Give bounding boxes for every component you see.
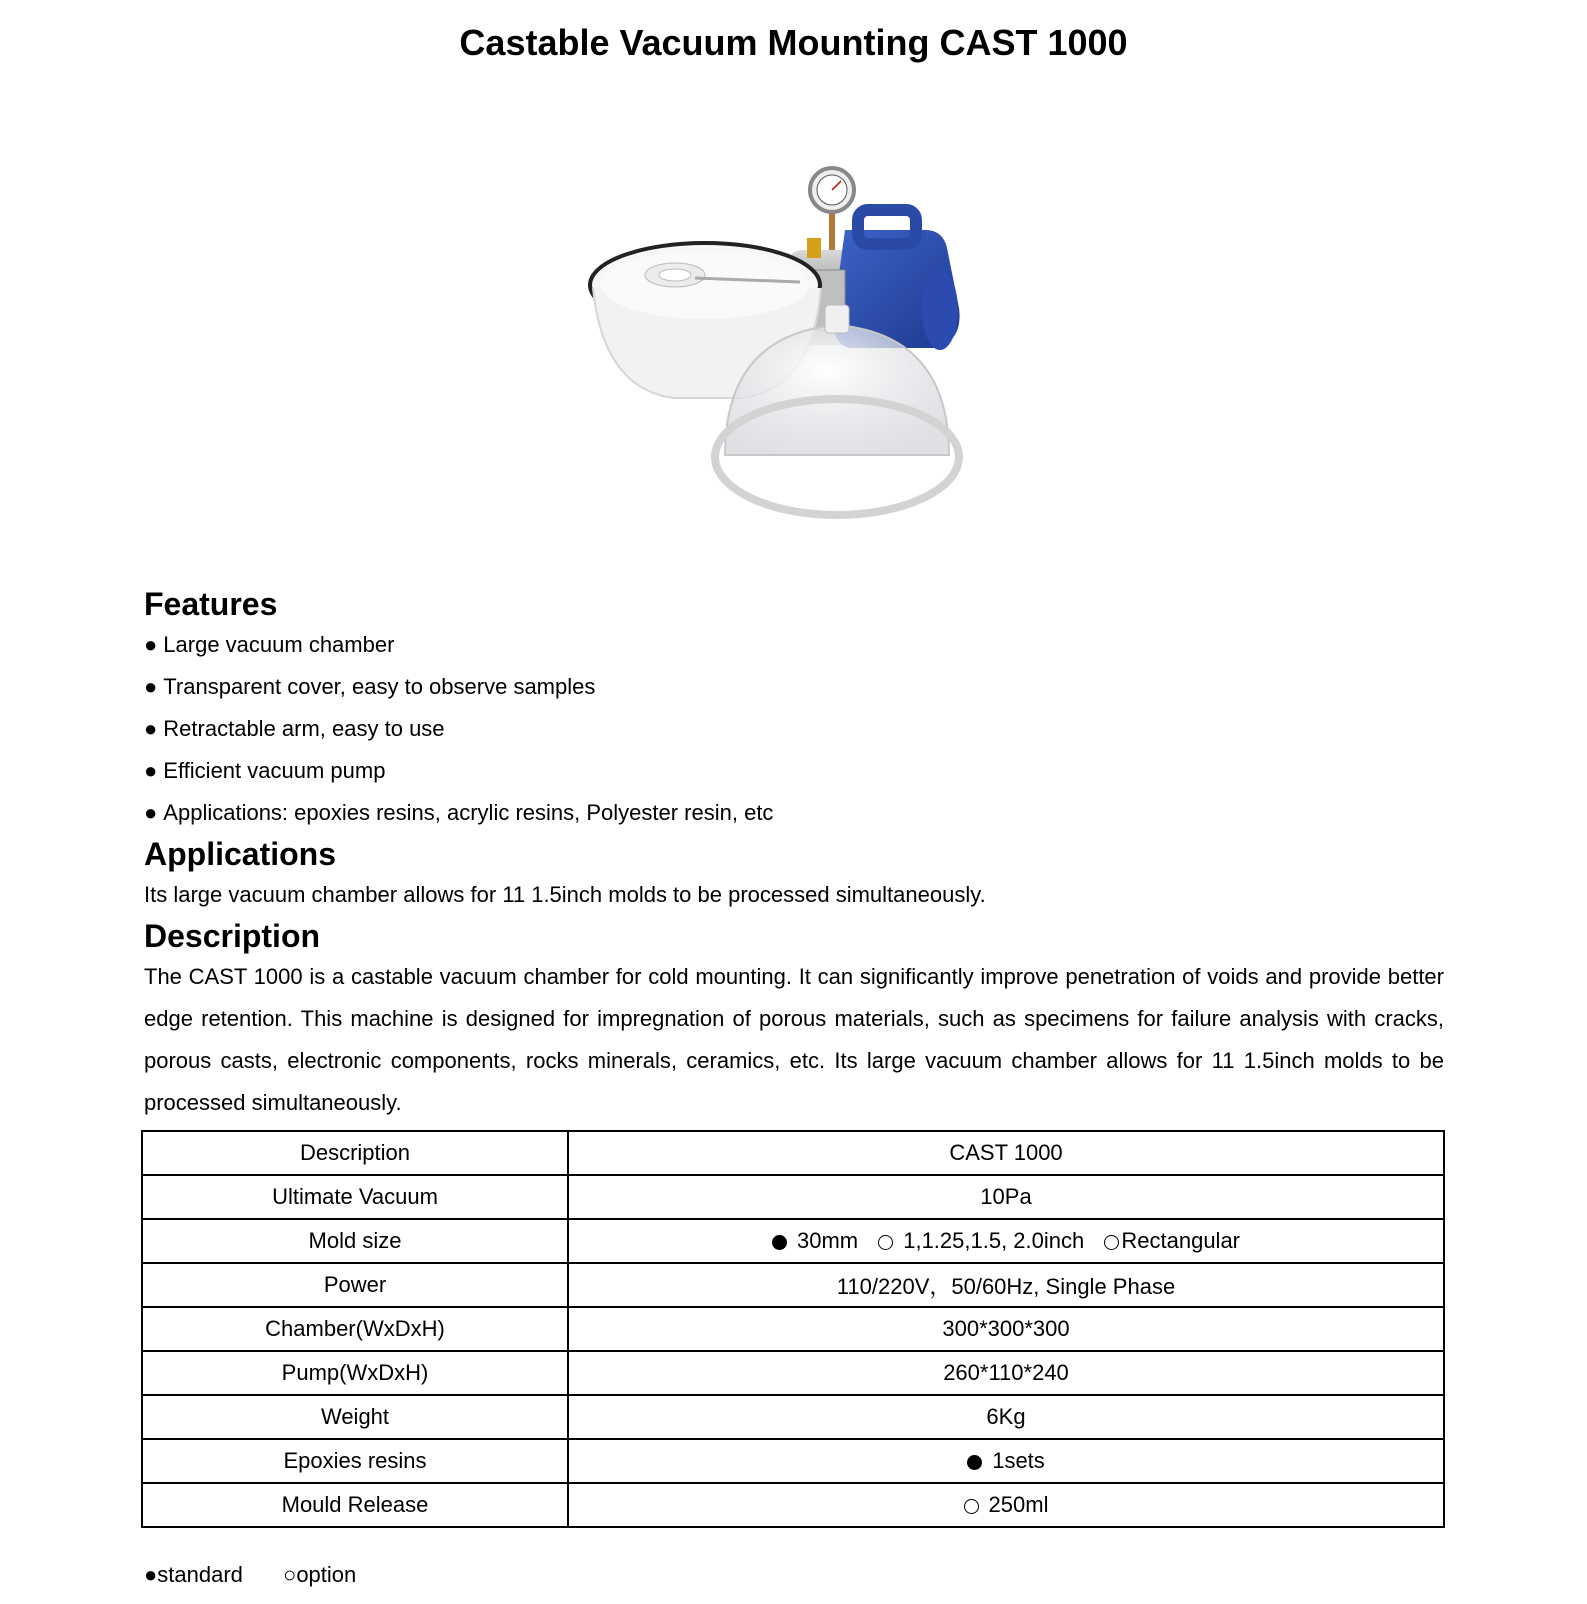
spec-value: 300*300*300 <box>568 1307 1444 1351</box>
bullet-icon: ● <box>144 716 158 741</box>
mold-option: Rectangular <box>1121 1228 1241 1253</box>
spec-value: 6Kg <box>568 1395 1444 1439</box>
spec-label: Mold size <box>142 1219 568 1263</box>
list-item <box>144 750 1444 792</box>
description-text: The CAST 1000 is a castable vacuum chamber for cold mounting. It can significantly improve penetration of voids and provide better edge retention. This machine is designed for impregnation of porous materials, such as specimens for failure analysis with cracks, porous casts, electronic components, rocks minerals, ceramics, etc. Its large vacuum chamber allows for 11 1.5inch molds to be processed simultaneously. <box>144 964 1444 1115</box>
legend <box>144 1562 390 1588</box>
standard-dot-icon <box>967 1455 982 1470</box>
list-item <box>144 792 1444 834</box>
spec-value: 110/220V，50/60Hz, Single Phase <box>568 1263 1444 1307</box>
spec-label: Power <box>142 1263 568 1307</box>
mold-option: 30mm <box>796 1228 859 1253</box>
table-row <box>142 1395 1444 1439</box>
list-item <box>144 624 1444 666</box>
spec-label: Chamber(WxDxH) <box>142 1307 568 1351</box>
option-circle-icon <box>964 1499 979 1514</box>
feature-text: Transparent cover, easy to observe samples <box>163 674 596 699</box>
spec-value: 260*110*240 <box>568 1351 1444 1395</box>
table-row <box>142 1219 1444 1263</box>
spec-value-text: 250ml <box>988 1492 1049 1517</box>
spec-label: Epoxies resins <box>142 1439 568 1483</box>
spec-label: Description <box>142 1131 568 1175</box>
features-list <box>144 624 1444 834</box>
spec-table <box>141 1130 1445 1528</box>
legend-standard: ●standard <box>144 1562 243 1587</box>
bullet-icon: ● <box>144 674 158 699</box>
legend-option: ○option <box>283 1562 357 1587</box>
applications-text: Its large vacuum chamber allows for 11 1.5inch molds to be processed simultaneously. <box>144 882 986 907</box>
feature-text: Efficient vacuum pump <box>163 758 386 783</box>
table-row <box>142 1263 1444 1307</box>
list-item <box>144 708 1444 750</box>
page-title: Castable Vacuum Mounting CAST 1000 <box>459 22 1128 63</box>
spec-value <box>568 1439 1444 1483</box>
spec-label: Ultimate Vacuum <box>142 1175 568 1219</box>
feature-text: Retractable arm, easy to use <box>163 716 445 741</box>
bullet-icon: ● <box>144 758 158 783</box>
content <box>144 584 1444 1124</box>
spec-label: Pump(WxDxH) <box>142 1351 568 1395</box>
table-row <box>142 1439 1444 1483</box>
mold-option: 1,1.25,1.5, 2.0inch <box>903 1228 1085 1253</box>
feature-text: Large vacuum chamber <box>163 632 395 657</box>
list-item <box>144 666 1444 708</box>
table-row <box>142 1351 1444 1395</box>
table-row <box>142 1307 1444 1351</box>
applications-heading: Applications <box>144 836 337 872</box>
spec-label: Weight <box>142 1395 568 1439</box>
option-circle-icon <box>1104 1235 1119 1250</box>
option-circle-icon <box>878 1235 893 1250</box>
bullet-icon: ● <box>144 800 158 825</box>
spec-value: CAST 1000 <box>568 1131 1444 1175</box>
standard-dot-icon <box>772 1235 787 1250</box>
spec-label: Mould Release <box>142 1483 568 1527</box>
features-heading: Features <box>144 586 278 622</box>
description-heading: Description <box>144 918 321 954</box>
spec-value <box>568 1483 1444 1527</box>
bullet-icon: ● <box>144 632 158 657</box>
feature-text: Applications: epoxies resins, acrylic resins, Polyester resin, etc <box>163 800 774 825</box>
table-row <box>142 1483 1444 1527</box>
table-row <box>142 1175 1444 1219</box>
spec-value: 10Pa <box>568 1175 1444 1219</box>
spec-value-text: 1sets <box>992 1448 1045 1473</box>
spec-value <box>568 1219 1444 1263</box>
product-image <box>585 110 1005 540</box>
table-row <box>142 1131 1444 1175</box>
